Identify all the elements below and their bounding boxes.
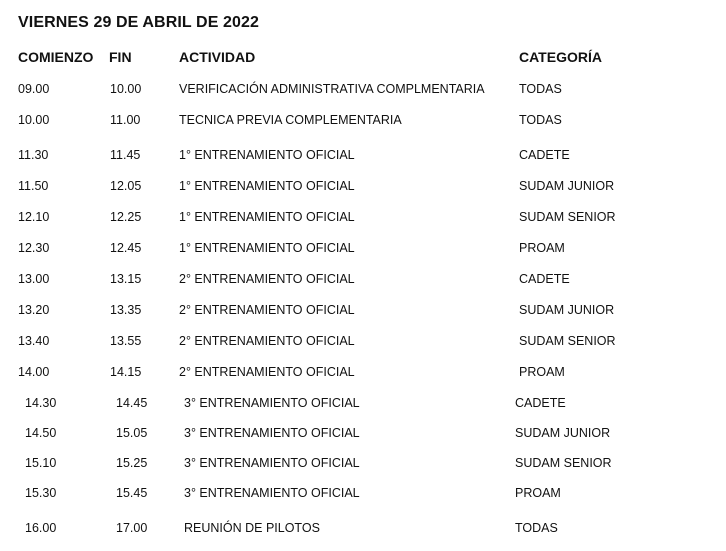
start-time: 16.00 xyxy=(25,521,57,535)
category: CADETE xyxy=(515,396,566,410)
column-header-category: CATEGORÍA xyxy=(519,49,602,65)
end-time: 12.05 xyxy=(110,179,142,193)
category: SUDAM JUNIOR xyxy=(515,426,611,440)
start-time: 14.30 xyxy=(25,396,57,410)
schedule-row xyxy=(0,82,726,100)
category: SUDAM SENIOR xyxy=(519,210,616,224)
schedule-row xyxy=(0,334,726,352)
activity: TECNICA PREVIA COMPLEMENTARIA xyxy=(179,113,402,127)
end-time: 11.45 xyxy=(110,148,141,162)
end-time: 13.35 xyxy=(110,303,142,317)
schedule-row xyxy=(0,521,726,539)
schedule-row xyxy=(0,396,726,414)
activity: 2° ENTRENAMIENTO OFICIAL xyxy=(179,365,355,379)
activity: 3° ENTRENAMIENTO OFICIAL xyxy=(184,456,360,470)
category: CADETE xyxy=(519,272,570,286)
start-time: 12.10 xyxy=(18,210,50,224)
end-time: 15.25 xyxy=(116,456,148,470)
start-time: 13.00 xyxy=(18,272,50,286)
activity: 2° ENTRENAMIENTO OFICIAL xyxy=(179,334,355,348)
end-time: 12.25 xyxy=(110,210,142,224)
activity: 2° ENTRENAMIENTO OFICIAL xyxy=(179,303,355,317)
activity: 1° ENTRENAMIENTO OFICIAL xyxy=(179,148,355,162)
activity: VERIFICACIÓN ADMINISTRATIVA COMPLMENTARIA xyxy=(179,82,485,96)
schedule-row xyxy=(0,365,726,383)
schedule-row xyxy=(0,241,726,259)
end-time: 13.15 xyxy=(110,272,142,286)
schedule-row xyxy=(0,210,726,228)
schedule-row xyxy=(0,113,726,131)
activity: 3° ENTRENAMIENTO OFICIAL xyxy=(184,396,360,410)
end-time: 10.00 xyxy=(110,82,142,96)
category: TODAS xyxy=(519,82,562,96)
start-time: 11.30 xyxy=(18,148,49,162)
category: PROAM xyxy=(519,365,565,379)
start-time: 13.20 xyxy=(18,303,50,317)
start-time: 14.50 xyxy=(25,426,57,440)
end-time: 15.45 xyxy=(116,486,148,500)
category: SUDAM JUNIOR xyxy=(519,179,615,193)
activity: REUNIÓN DE PILOTOS xyxy=(184,521,320,535)
start-time: 15.10 xyxy=(25,456,57,470)
schedule-row xyxy=(0,303,726,321)
activity: 3° ENTRENAMIENTO OFICIAL xyxy=(184,426,360,440)
end-time: 15.05 xyxy=(116,426,148,440)
end-time: 17.00 xyxy=(116,521,148,535)
start-time: 15.30 xyxy=(25,486,57,500)
activity: 2° ENTRENAMIENTO OFICIAL xyxy=(179,272,355,286)
category: TODAS xyxy=(515,521,558,535)
activity: 1° ENTRENAMIENTO OFICIAL xyxy=(179,179,355,193)
activity: 1° ENTRENAMIENTO OFICIAL xyxy=(179,241,355,255)
category: SUDAM SENIOR xyxy=(519,334,616,348)
end-time: 13.55 xyxy=(110,334,142,348)
page-title: VIERNES 29 DE ABRIL DE 2022 xyxy=(18,14,260,31)
end-time: 11.00 xyxy=(110,113,141,127)
end-time: 12.45 xyxy=(110,241,142,255)
schedule-row xyxy=(0,148,726,166)
schedule-row xyxy=(0,272,726,290)
category: PROAM xyxy=(519,241,565,255)
category: TODAS xyxy=(519,113,562,127)
category: CADETE xyxy=(519,148,570,162)
start-time: 12.30 xyxy=(18,241,50,255)
category: SUDAM JUNIOR xyxy=(519,303,615,317)
column-header-activity: ACTIVIDAD xyxy=(179,49,256,65)
end-time: 14.15 xyxy=(110,365,142,379)
schedule-row xyxy=(0,456,726,474)
start-time: 10.00 xyxy=(18,113,50,127)
start-time: 11.50 xyxy=(18,179,49,193)
column-header-start: COMIENZO xyxy=(18,49,94,65)
start-time: 09.00 xyxy=(18,82,50,96)
column-header-end: FIN xyxy=(109,49,132,65)
activity: 1° ENTRENAMIENTO OFICIAL xyxy=(179,210,355,224)
schedule-row xyxy=(0,486,726,504)
activity: 3° ENTRENAMIENTO OFICIAL xyxy=(184,486,360,500)
schedule-row xyxy=(0,426,726,444)
category: PROAM xyxy=(515,486,561,500)
schedule-row xyxy=(0,179,726,197)
start-time: 13.40 xyxy=(18,334,50,348)
start-time: 14.00 xyxy=(18,365,50,379)
category: SUDAM SENIOR xyxy=(515,456,612,470)
end-time: 14.45 xyxy=(116,396,148,410)
